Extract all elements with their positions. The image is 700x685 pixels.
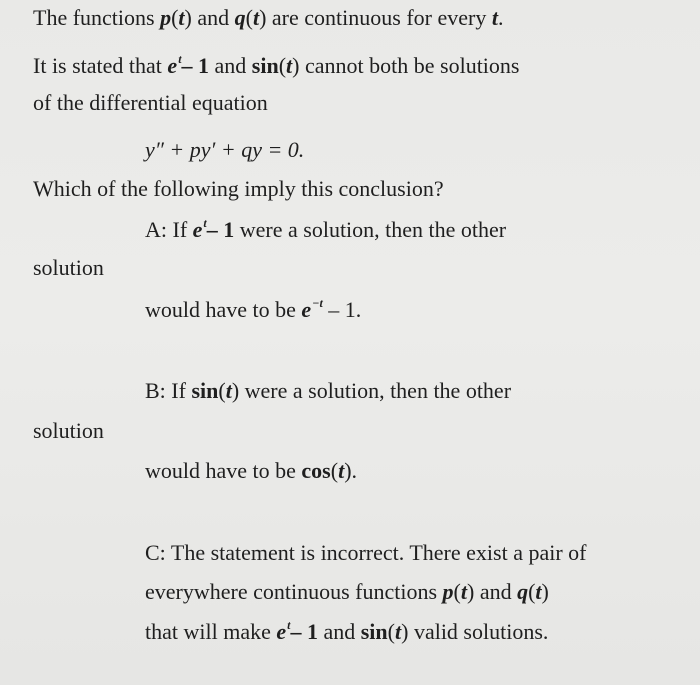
q-symbol: q (234, 5, 246, 30)
question-line-2: It is stated that $e^t-$ 1 and sin(t) cannot both be solutions (33, 52, 520, 78)
option-b-line-3: would have to be cos(t). (145, 458, 358, 483)
option-c-line-1: C: The statement is incorrect. There exist a pair of (145, 540, 587, 565)
question-line-3: of the differential equation (33, 90, 268, 115)
option-c-line-3: that will make $e^t-$ 1 and sin(t) valid solutions. (145, 618, 549, 644)
option-c-line-2: everywhere continuous functions p(t) and q(t) (145, 579, 549, 604)
question-line-1: The functions p(t) and q(t) are continuous for every t. (33, 5, 504, 30)
option-a-line-3: would have to be $e^{-t} - 1$. (145, 296, 362, 322)
option-b-solution-label: solution (33, 418, 104, 443)
option-a-solution-label: solution (33, 255, 104, 280)
p-symbol: p (160, 5, 172, 30)
option-b-line-1: B: If sin(t) were a solution, then the other (145, 378, 512, 403)
question-prompt: Which of the following imply this conclusion? (33, 176, 444, 201)
option-a-line-1: A: If $e^t-$ 1 were a solution, then the other (145, 216, 507, 242)
differential-equation: y″ + py′ + qy = 0. (145, 137, 305, 162)
